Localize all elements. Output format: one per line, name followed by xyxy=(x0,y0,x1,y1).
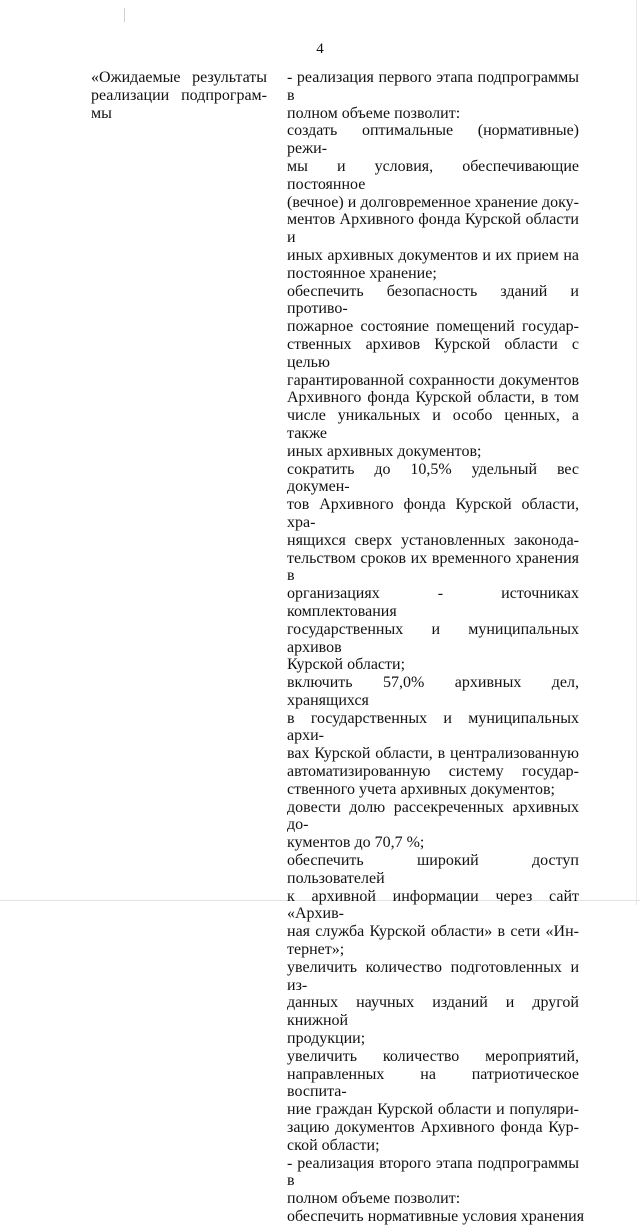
content-line: Архивного фонда Курской области, в том xyxy=(287,389,579,407)
content-line: довести долю рассекреченных архивных до- xyxy=(287,798,579,834)
content-line: нящихся сверх установленных законода- xyxy=(287,531,579,549)
content-line: зацию документов Архивного фонда Кур- xyxy=(287,1119,579,1137)
content-line: тернет»; xyxy=(287,941,345,959)
content-line: обеспечить нормативные условия хранения xyxy=(287,1208,585,1225)
content-line: ской области; xyxy=(287,1136,380,1154)
content-line: продукции; xyxy=(287,1030,366,1048)
heading-line: мы xyxy=(91,104,112,122)
content-line: Курской области; xyxy=(287,656,406,674)
content-line: тельством сроков их временного хранения в xyxy=(287,549,579,585)
content-line: создать оптимальные (нормативные) режи- xyxy=(287,122,579,158)
content-line: числе уникальных и особо ценных, а также xyxy=(287,407,579,442)
content-line: ная служба Курской области» в сети «Ин- xyxy=(287,923,579,941)
heading-line: «Ожидаемые результаты xyxy=(91,69,267,86)
content-line: иных архивных документов и их прием на xyxy=(287,246,579,264)
section-content-column xyxy=(287,69,585,1226)
content-line: к архивной информации через сайт «Архив- xyxy=(287,887,579,923)
content-line: вах Курской области, в централизованную xyxy=(287,745,579,763)
content-line: полном объеме позволит: xyxy=(287,1190,461,1208)
content-line: ственных архивов Курской области с целью xyxy=(287,335,579,371)
content-line: кументов до 70,7 %; xyxy=(287,834,425,852)
scan-margin-mark xyxy=(124,8,125,22)
content-line: (вечное) и долговременное хранение доку- xyxy=(287,193,579,211)
content-line: пожарное состояние помещений государ- xyxy=(287,318,579,336)
content-line: мы и условия, обеспечивающие постоянное xyxy=(287,157,579,193)
content-line: ственного учета архивных документов; xyxy=(287,780,555,798)
content-line: ментов Архивного фонда Курской области и xyxy=(287,211,579,247)
content-line: данных научных изданий и другой книжной xyxy=(287,994,579,1030)
content-line: иных архивных документов; xyxy=(287,442,482,460)
content-line: направленных на патриотическое воспита- xyxy=(287,1065,579,1101)
content-line: государственных и муниципальных архивов xyxy=(287,620,579,656)
content-line: обеспечить широкий доступ пользователей xyxy=(287,852,579,887)
content-line: увеличить количество подготовленных и из- xyxy=(287,958,579,994)
content-line: включить 57,0% архивных дел, хранящихся xyxy=(287,674,579,709)
heading-line: реализации подпрограм- xyxy=(91,86,267,104)
content-line: автоматизированную систему государ- xyxy=(287,763,579,781)
content-line: ние граждан Курской области и популяри- xyxy=(287,1101,579,1119)
section-heading-column xyxy=(91,69,267,122)
content-line: организациях - источниках комплектования xyxy=(287,585,579,620)
scan-right-edge xyxy=(636,0,637,905)
content-line: сократить до 10,5% удельный вес докумен- xyxy=(287,460,579,496)
content-line: постоянное хранение; xyxy=(287,264,437,282)
content-line: гарантированной сохранности документов xyxy=(287,371,579,389)
content-line: - реализация первого этапа подпрограммы в xyxy=(287,69,579,104)
content-line: полном объеме позволит: xyxy=(287,104,461,122)
content-line: обеспечить безопасность зданий и противо- xyxy=(287,282,579,318)
content-line: - реализация второго этапа подпрограммы в xyxy=(287,1154,579,1190)
content-line: тов Архивного фонда Курской области, хра- xyxy=(287,496,579,531)
page-number: 4 xyxy=(316,41,324,57)
content-line: увеличить количество мероприятий, xyxy=(287,1047,579,1065)
content-line: в государственных и муниципальных архи- xyxy=(287,709,579,745)
